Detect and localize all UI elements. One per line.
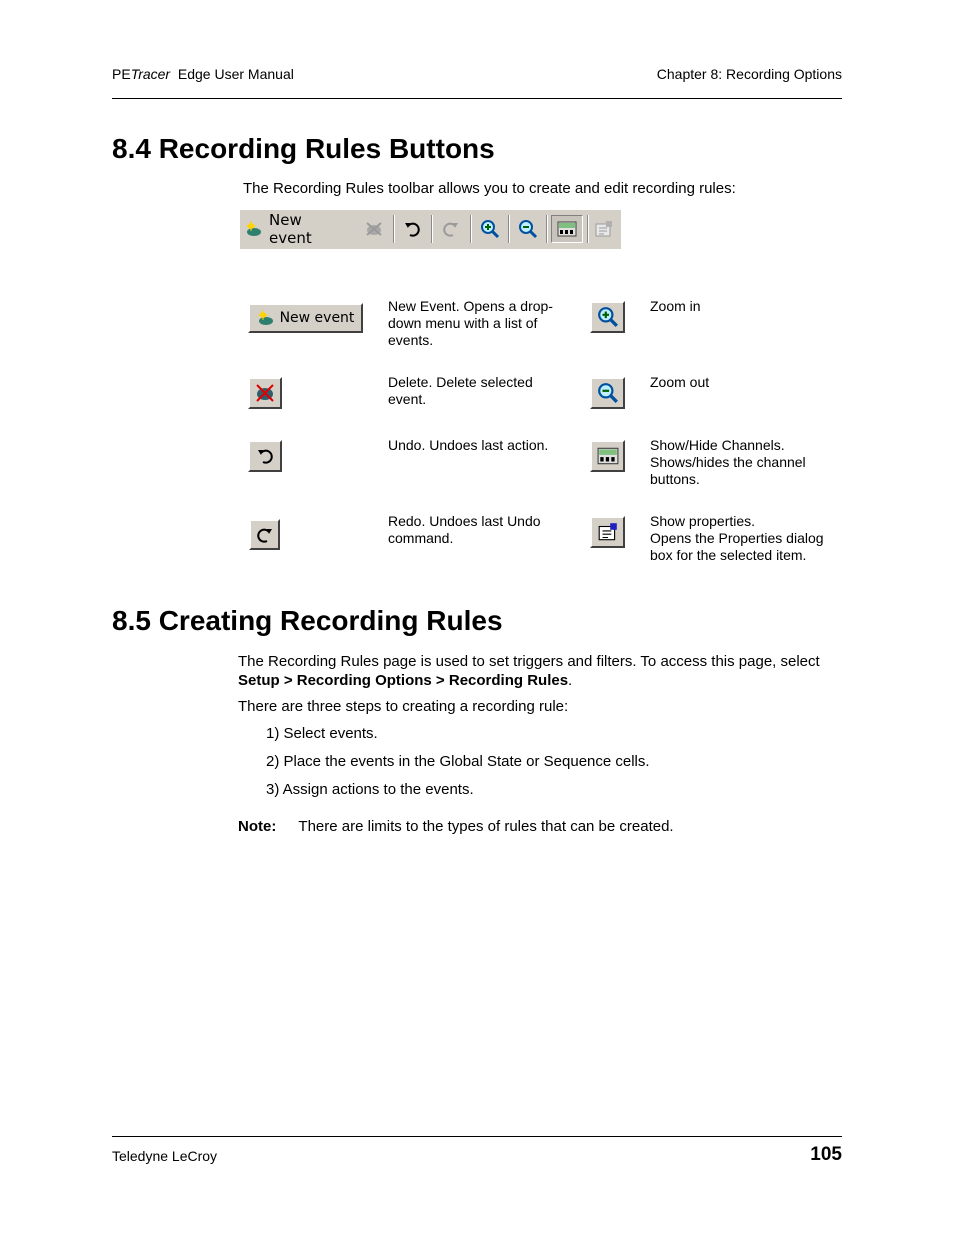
- para1-menu-path: Setup > Recording Options > Recording Rules: [238, 672, 569, 689]
- delete-icon: [365, 221, 383, 237]
- new-event-label: New event: [279, 310, 355, 326]
- delete-description: Delete. Delete selected event.: [388, 374, 533, 407]
- toolbar-new-event-button[interactable]: [245, 211, 345, 247]
- channels-description-line2: Shows/hides the channel buttons.: [650, 454, 806, 487]
- zoom-in-description: Zoom in: [650, 298, 701, 314]
- zoom-out-icon: [597, 382, 619, 404]
- redo-button[interactable]: [249, 519, 280, 550]
- new-event-button[interactable]: [248, 303, 363, 333]
- note-label: Note:: [238, 818, 277, 835]
- new-event-description: New Event. Opens a drop-down menu with a list of events.: [388, 298, 553, 348]
- show-hide-channels-icon: [557, 221, 577, 237]
- header-chapter: Chapter 8: Recording Options: [656, 66, 842, 82]
- zoom-in-icon: [480, 219, 500, 239]
- toolbar-properties-button[interactable]: [592, 215, 616, 243]
- channels-description-line1: Show/Hide Channels.: [650, 437, 785, 453]
- toolbar-redo-button[interactable]: [439, 215, 463, 243]
- show-hide-channels-icon: [597, 447, 619, 465]
- section-85-heading: 8.5 Creating Recording Rules: [112, 605, 503, 636]
- footer-company: Teledyne LeCroy: [112, 1148, 218, 1164]
- zoom-in-icon: [597, 306, 619, 328]
- section-84-intro: The Recording Rules toolbar allows you to create and edit recording rules:: [243, 180, 736, 197]
- toolbar-zoom-out-button[interactable]: [516, 215, 540, 243]
- para1-text: The Recording Rules page is used to set triggers and filters. To access this page, select: [238, 653, 820, 670]
- toolbar-zoom-in-button[interactable]: [478, 215, 502, 243]
- new-event-icon: [245, 221, 263, 237]
- redo-icon: [442, 220, 460, 238]
- zoom-out-icon: [518, 219, 538, 239]
- redo-icon: [256, 526, 274, 544]
- undo-description: Undo. Undoes last action.: [388, 437, 549, 453]
- footer-rule: [112, 1136, 842, 1137]
- para1-end: .: [568, 672, 573, 689]
- show-properties-icon: [594, 220, 614, 238]
- zoom-in-button[interactable]: [590, 301, 625, 333]
- toolbar-new-event-label: New event: [269, 211, 312, 247]
- step-3: 3) Assign actions to the events.: [266, 781, 474, 798]
- undo-icon: [255, 446, 275, 466]
- undo-icon: [403, 220, 421, 238]
- note-text: There are limits to the types of rules that can be created.: [298, 818, 674, 835]
- properties-description: [650, 513, 840, 564]
- undo-button[interactable]: [248, 440, 282, 472]
- delete-icon: [254, 383, 276, 403]
- header-rule: [112, 98, 842, 99]
- toolbar-delete-button[interactable]: [362, 215, 386, 243]
- header-title: PETracer Edge User Manual: [112, 66, 294, 82]
- zoom-out-button[interactable]: [590, 377, 625, 409]
- recording-rules-toolbar: [240, 210, 621, 249]
- note: [238, 817, 674, 836]
- show-properties-icon: [597, 522, 619, 542]
- new-event-icon: [257, 310, 275, 326]
- channels-description: [650, 437, 830, 488]
- section-85-para2: There are three steps to creating a recording rule:: [238, 698, 569, 715]
- redo-description: Redo. Undoes last Undo command.: [388, 513, 541, 546]
- toolbar-channels-button[interactable]: [551, 215, 583, 243]
- section-84-heading: 8.4 Recording Rules Buttons: [112, 133, 495, 164]
- step-2: 2) Place the events in the Global State or Sequence cells.: [266, 753, 650, 770]
- zoom-out-description: Zoom out: [650, 374, 710, 390]
- delete-button[interactable]: [248, 377, 282, 409]
- show-hide-channels-button[interactable]: [590, 440, 625, 472]
- step-1: 1) Select events.: [266, 725, 378, 742]
- show-properties-button[interactable]: [590, 516, 625, 548]
- toolbar-undo-button[interactable]: [400, 215, 424, 243]
- properties-description-line2: Opens the Properties dialog box for the selected item.: [650, 530, 824, 563]
- section-85-para1: [238, 652, 848, 690]
- page-number: 105: [810, 1144, 842, 1165]
- properties-description-line1: Show properties.: [650, 513, 756, 529]
